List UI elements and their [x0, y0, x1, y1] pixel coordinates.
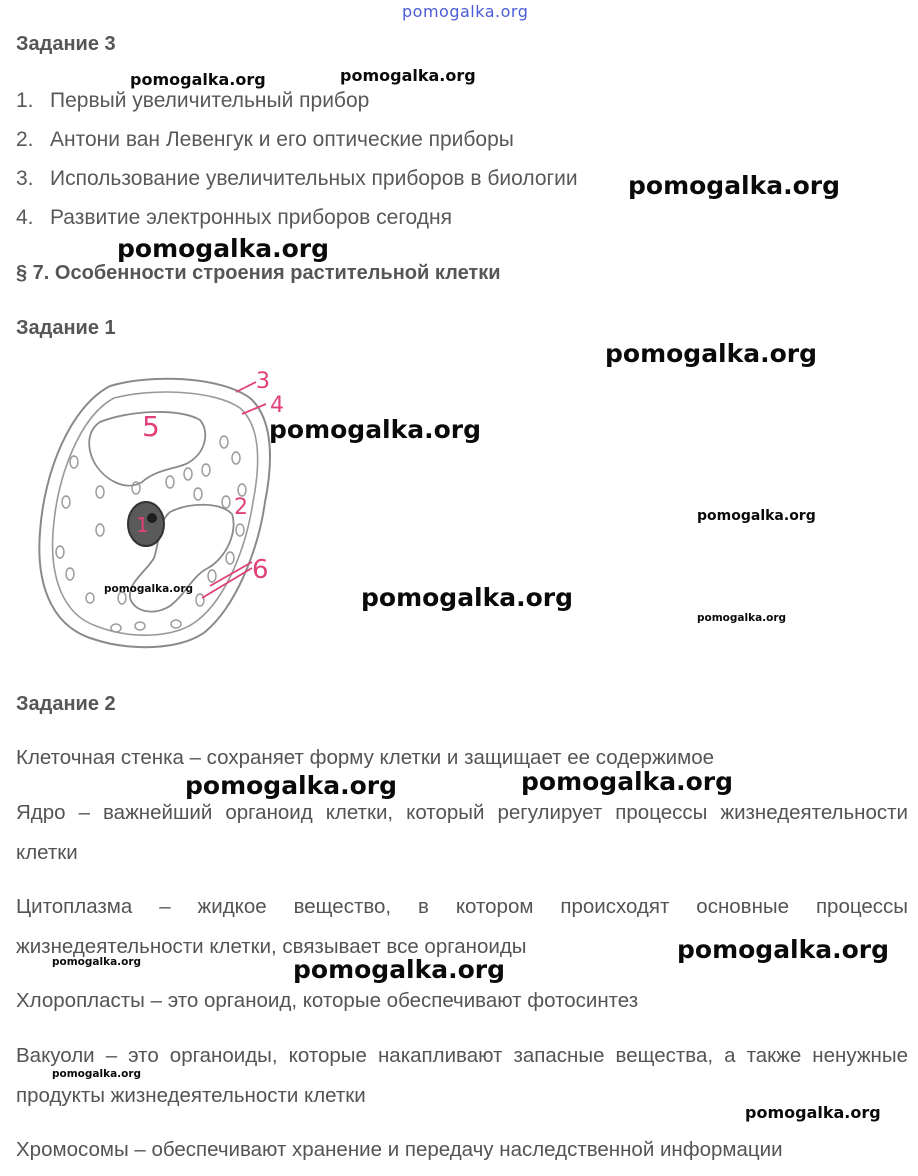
watermark-text: pomogalka.org: [745, 1103, 881, 1122]
watermark-text: pomogalka.org: [52, 1068, 142, 1080]
chloroplast: [194, 488, 202, 500]
definition-paragraph: Вакуоли – это органоиды, которые накапливают запасные вещества, а также ненужные продукты жизнедеятельности клетки: [16, 1044, 908, 1107]
chloroplast: [56, 546, 64, 558]
chloroplast: [202, 464, 210, 476]
header-watermark: pomogalka.org: [402, 2, 529, 21]
watermark-text: pomogalka.org: [117, 234, 330, 263]
chloroplast: [96, 486, 104, 498]
chloroplast: [132, 482, 140, 494]
chloroplast: [96, 524, 104, 536]
list-number: 2.: [16, 128, 34, 151]
chloroplast: [196, 594, 204, 606]
list-item: [16, 128, 514, 152]
list-text: Развитие электронных приборов сегодня: [50, 206, 452, 229]
list-number: 1.: [16, 89, 34, 112]
watermark-text: pomogalka.org: [269, 415, 482, 444]
watermark-text: pomogalka.org: [628, 171, 841, 200]
section-title: § 7. Особенности строения растительной клетки: [16, 262, 501, 284]
definition-paragraph: Ядро – важнейший органоид клетки, который регулирует процессы жизнедеятельности клетки: [16, 801, 908, 864]
chloroplast: [171, 620, 181, 628]
chloroplast: [166, 476, 174, 488]
chloroplast: [236, 524, 244, 536]
watermark-text: pomogalka.org: [52, 956, 142, 968]
definition-paragraph: Хлоропласты – это органоид, которые обеспечивают фотосинтез: [16, 989, 639, 1012]
watermark-text: pomogalka.org: [677, 935, 890, 964]
watermark-text: pomogalka.org: [104, 583, 194, 595]
plant-cell-diagram: [30, 362, 290, 657]
chloroplast: [66, 568, 74, 580]
list-text: Использование увеличительных приборов в биологии: [50, 167, 578, 190]
watermark-text: pomogalka.org: [130, 70, 266, 89]
label-2: 2: [234, 495, 248, 520]
task3-title: Задание 3: [16, 33, 116, 55]
list-item: [16, 167, 578, 191]
watermark-text: pomogalka.org: [340, 66, 476, 85]
watermark-text: pomogalka.org: [521, 767, 734, 796]
label-1: 1: [136, 513, 149, 537]
definition-paragraph: Хромосомы – обеспечивают хранение и передачу наследственной информации: [16, 1138, 783, 1161]
chloroplast: [86, 593, 94, 603]
chloroplast: [184, 468, 192, 480]
chloroplast: [62, 496, 70, 508]
label-3: 3: [256, 369, 270, 394]
diagram-labels: [136, 369, 284, 585]
list-text: Первый увеличительный прибор: [50, 89, 370, 112]
list-text: Антони ван Левенгук и его оптические приборы: [50, 128, 514, 151]
chloroplast: [226, 552, 234, 564]
watermark-text: pomogalka.org: [361, 583, 574, 612]
leader-line: [236, 382, 256, 392]
list-item: [16, 89, 369, 113]
chloroplast: [222, 496, 230, 508]
definition-paragraph: Цитоплазма – жидкое вещество, в котором происходят основные процессы жизнедеятельности клетки, связывает все органоиды: [16, 895, 908, 958]
label-6: 6: [252, 555, 269, 585]
task1-title: Задание 1: [16, 317, 116, 339]
chloroplast: [70, 456, 78, 468]
task2-title: Задание 2: [16, 693, 116, 715]
chloroplast: [111, 624, 121, 632]
chloroplast: [220, 436, 228, 448]
label-4: 4: [270, 393, 284, 418]
list-number: 4.: [16, 206, 34, 229]
definition-paragraph: Клеточная стенка – сохраняет форму клетки и защищает ее содержимое: [16, 746, 715, 769]
watermark-text: pomogalka.org: [605, 339, 818, 368]
watermark-text: pomogalka.org: [697, 612, 787, 624]
leader-line: [242, 404, 266, 414]
list-number: 3.: [16, 167, 34, 190]
watermark-text: pomogalka.org: [697, 508, 816, 524]
watermark-text: pomogalka.org: [185, 771, 398, 800]
label-5: 5: [142, 410, 160, 443]
list-item: [16, 206, 452, 230]
chloroplast: [208, 570, 216, 582]
chloroplast: [135, 622, 145, 630]
chloroplast: [232, 452, 240, 464]
watermark-text: pomogalka.org: [293, 955, 506, 984]
